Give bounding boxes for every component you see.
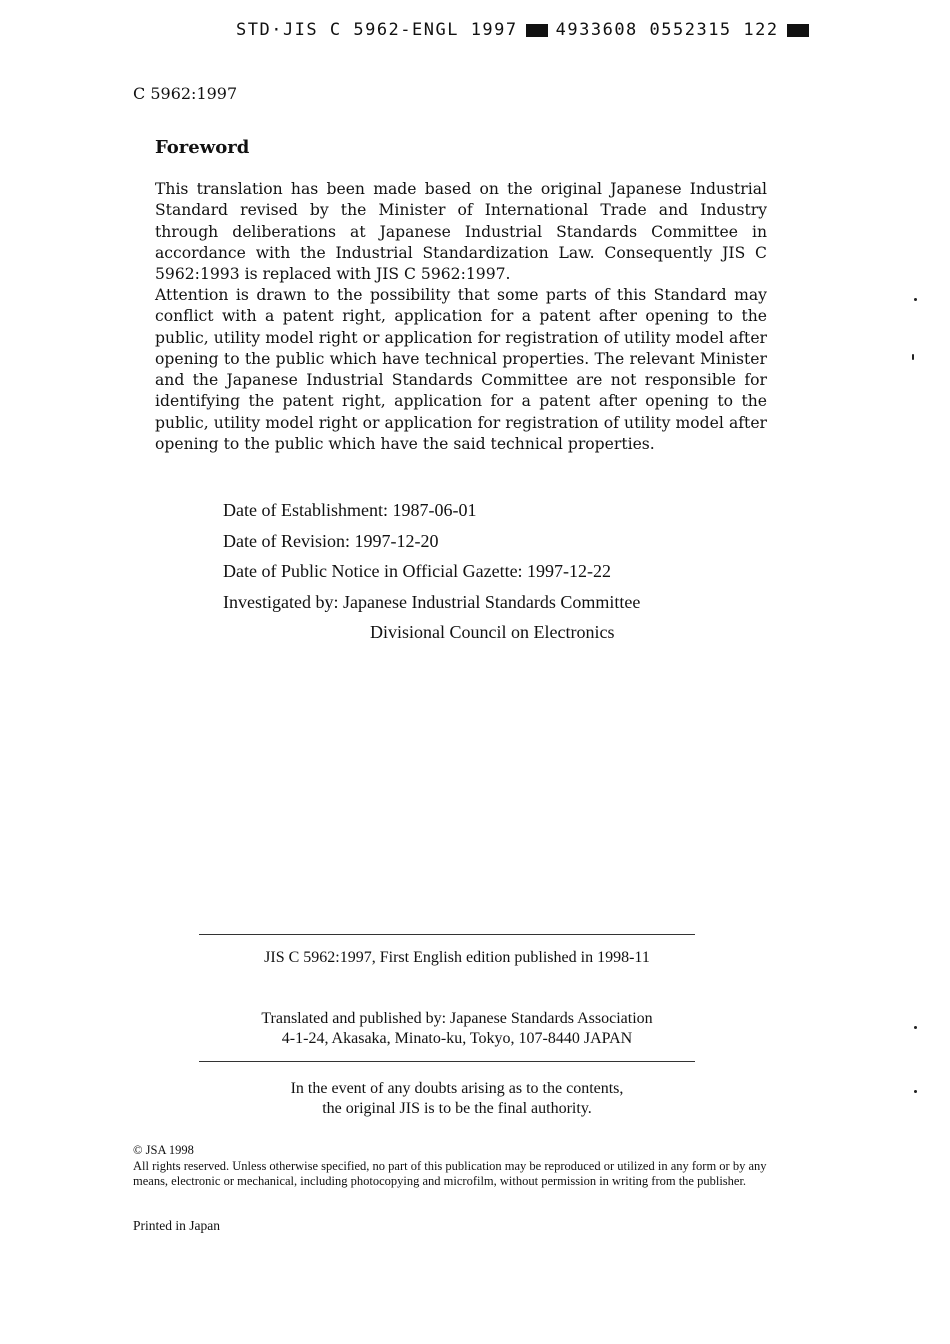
scan-speck — [914, 1090, 917, 1093]
divider-top — [199, 934, 695, 935]
foreword-title: Foreword — [155, 137, 250, 158]
date-of-public-notice: Date of Public Notice in Official Gazette: 1997-12-22 — [223, 561, 612, 581]
copyright-line: © JSA 1998 — [133, 1143, 194, 1157]
copyright-block — [133, 1143, 773, 1190]
publisher-address: 4-1-24, Akasaka, Minato-ku, Tokyo, 107-8440 JAPAN — [281, 1030, 633, 1047]
investigated-by: Investigated by: Japanese Industrial Standards Committee — [223, 591, 641, 612]
authority-line-2: the original JIS is to be the final authority. — [322, 1100, 592, 1117]
scan-speck — [914, 1026, 917, 1029]
standard-id: C 5962:1997 — [133, 84, 238, 103]
header-code-middle: 4933608 0552315 122 — [555, 20, 779, 40]
edition-statement: JIS C 5962:1997, First English edition published in 1998-11 — [264, 949, 650, 966]
foreword-paragraph-2: Attention is drawn to the possibility that some parts of this Standard may conflict with a patent right, application for a patent after opening to the public, utility model right or application for registration of utility model after opening to the public which have technical properties. The relevant Minister and the Japanese Industrial Standards Committee are not responsible for identifying the patent right, application for a patent after opening to the public, utility model right or application for registration of utility model after opening to the public which have the said technical properties. — [155, 286, 767, 454]
foreword-paragraph-1: This translation has been made based on the original Japanese Industrial Standard revised by the Minister of International Trade and Industry through deliberations at Japanese Industrial Standards Committee in accordance with the Industrial Standardization Law. Consequently JIS C 5962:1993 is replaced with JIS C 5962:1997. — [155, 180, 767, 284]
document-control-code — [236, 20, 817, 40]
date-of-establishment: Date of Establishment: 1987-06-01 — [223, 500, 477, 520]
black-block-mark-end — [787, 24, 809, 37]
divider-middle — [199, 1061, 695, 1062]
dates-block — [223, 495, 640, 648]
scan-speck — [914, 298, 917, 301]
header-code-left: STD·JIS C 5962-ENGL 1997 — [236, 20, 518, 40]
rights-text: All rights reserved. Unless otherwise specified, no part of this publication may be reproduced or utilized in any form or by any means, electronic or mechanical, including photocopying and microfilm, without permission in writing from the publisher. — [133, 1158, 767, 1188]
publisher-block — [199, 1009, 715, 1049]
authority-note — [199, 1079, 715, 1119]
scan-speck — [912, 354, 914, 360]
black-block-mark — [526, 24, 548, 37]
publisher-line-1: Translated and published by: Japanese Standards Association — [261, 1010, 653, 1027]
printed-in: Printed in Japan — [133, 1218, 220, 1233]
divisional-council: Divisional Council on Electronics — [370, 622, 615, 642]
date-of-revision: Date of Revision: 1997-12-20 — [223, 530, 439, 551]
authority-line-1: In the event of any doubts arising as to the contents, — [290, 1080, 624, 1097]
